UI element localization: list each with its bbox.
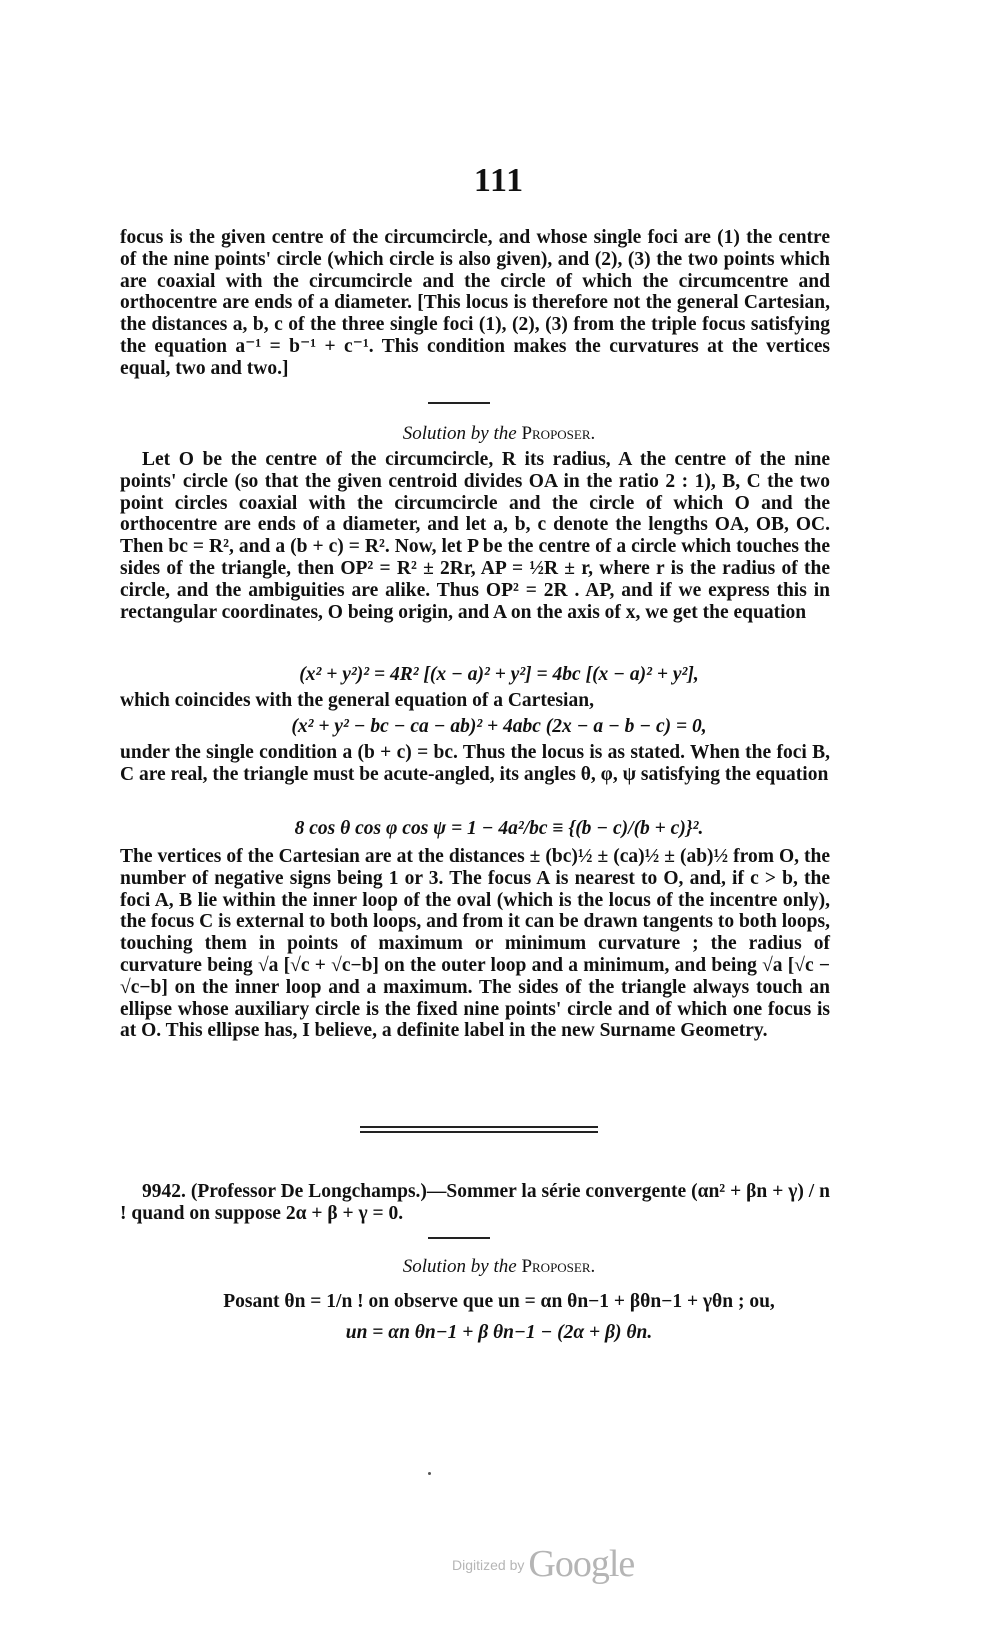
solution-heading [0, 423, 998, 445]
equation: (x² + y²)² = 4R² [(x − a)² + y²] = 4bc [(x − a)² + y²], [299, 664, 699, 685]
question-continuation [120, 227, 830, 380]
solution-body-1 [120, 449, 830, 623]
question-paragraph [120, 1181, 830, 1225]
solution-paragraph: The vertices of the Cartesian are at the distances ± (bc)½ ± (ca)½ ± (ab)½ from O, the number of negative signs being 1 or 3. The focus A is nearest to O, and, if c > b, the foci A, B lie within the inner loop of the oval (which is the locus of the incentre only), the focus C is external to both loops, and from it can be drawn tangents to both loops, touching them in points of maximum or minimum curvature ; the radius of curvature being √a [√c + √c−b] on the outer loop and a minimum, and being √a [√c − √c−b] on the inner loop and a maximum. The sides of the triangle always touch an ellipse whose auxiliary circle is the fixed nine points' circle and of which one focus is at O. This ellipse has, I believe, a definite label in the new Surname Geometry. [120, 846, 830, 1042]
speck [428, 1472, 431, 1475]
equation: 8 cos θ cos φ cos ψ = 1 − 4a²/bc ≡ {(b − c)/(b + c)}². [294, 818, 704, 839]
solution-line: Posant θn = 1/n ! on observe que un = αn θn−1 + βθn−1 + γθn ; ou, [223, 1291, 775, 1312]
solution-body-3 [120, 742, 830, 786]
solution-line: un = αn θn−1 + β θn−1 − (2α + β) θn. [345, 1322, 653, 1343]
question-9942 [120, 1181, 830, 1225]
page-number: 111 [473, 162, 525, 199]
watermark-logo: Google [528, 1543, 635, 1585]
solution-body-4 [120, 846, 830, 1042]
solution-heading-prefix: Solution by the [402, 1256, 517, 1277]
section-rule [428, 402, 490, 404]
equation: (x² + y² − bc − ca − ab)² + 4abc (2x − a − b − c) = 0, [291, 716, 707, 737]
question-text: focus is the given centre of the circumcircle, and whose single foci are (1) the centre of the nine points' circle (which circle is also given), and (2), (3) the two points which are coaxial with the circumcircle and the circle of which the circumcentre and orthocentre are ends of a diameter. [This locus is therefore not the general Cartesian, the distances a, b, c of the three single foci (1), (2), (3) from the triple focus satisfying the equation a⁻¹ = b⁻¹ + c⁻¹. This condition makes the curvatures at the vertices equal, two and two.] [120, 227, 830, 379]
solution-heading [0, 1256, 998, 1278]
question-number: 9942. [142, 1181, 186, 1202]
section-rule [428, 1237, 490, 1239]
solution-paragraph: under the single condition a (b + c) = bc. Thus the locus is as stated. When the foci B, C are real, the triangle must be acute-angled, its angles θ, φ, ψ satisfying the equation [120, 742, 830, 785]
solution-heading-name: Proposer. [521, 423, 596, 444]
solution-body-2 [120, 690, 830, 712]
solution-paragraph: which coincides with the general equation of a Cartesian, [120, 690, 594, 711]
watermark-small: Digitized by [452, 1557, 525, 1573]
section-double-rule [360, 1126, 598, 1136]
solution-heading-name: Proposer. [521, 1256, 596, 1277]
digitized-watermark [452, 1542, 634, 1586]
solution-heading-prefix: Solution by the [402, 423, 517, 444]
solution-paragraph: Let O be the centre of the circumcircle, R its radius, A the centre of the nine points' circle (so that the given centroid divides OA in the ratio 2 : 1), B, C the two point circles coaxial with the circumcircle and the circle of which O and the orthocentre are ends of a diameter, and let a, b, c denote the lengths OA, OB, OC. Then bc = R², and a (b + c) = R². Now, let P be the centre of a circle which touches the sides of the triangle, then OP² = R² ± 2Rr, AP = ½R ± r, where r is the radius of the circle, and the ambiguities are alike. Thus OP² = 2R . AP, and if we express this in rectangular coordinates, O being origin, and A on the axis of x, we get the equation [120, 449, 830, 623]
question-text: (Professor De Longchamps.)—Sommer la série convergente (αn² + βn + γ) / n ! quand on suppose 2α + β + γ = 0. [120, 1181, 831, 1224]
